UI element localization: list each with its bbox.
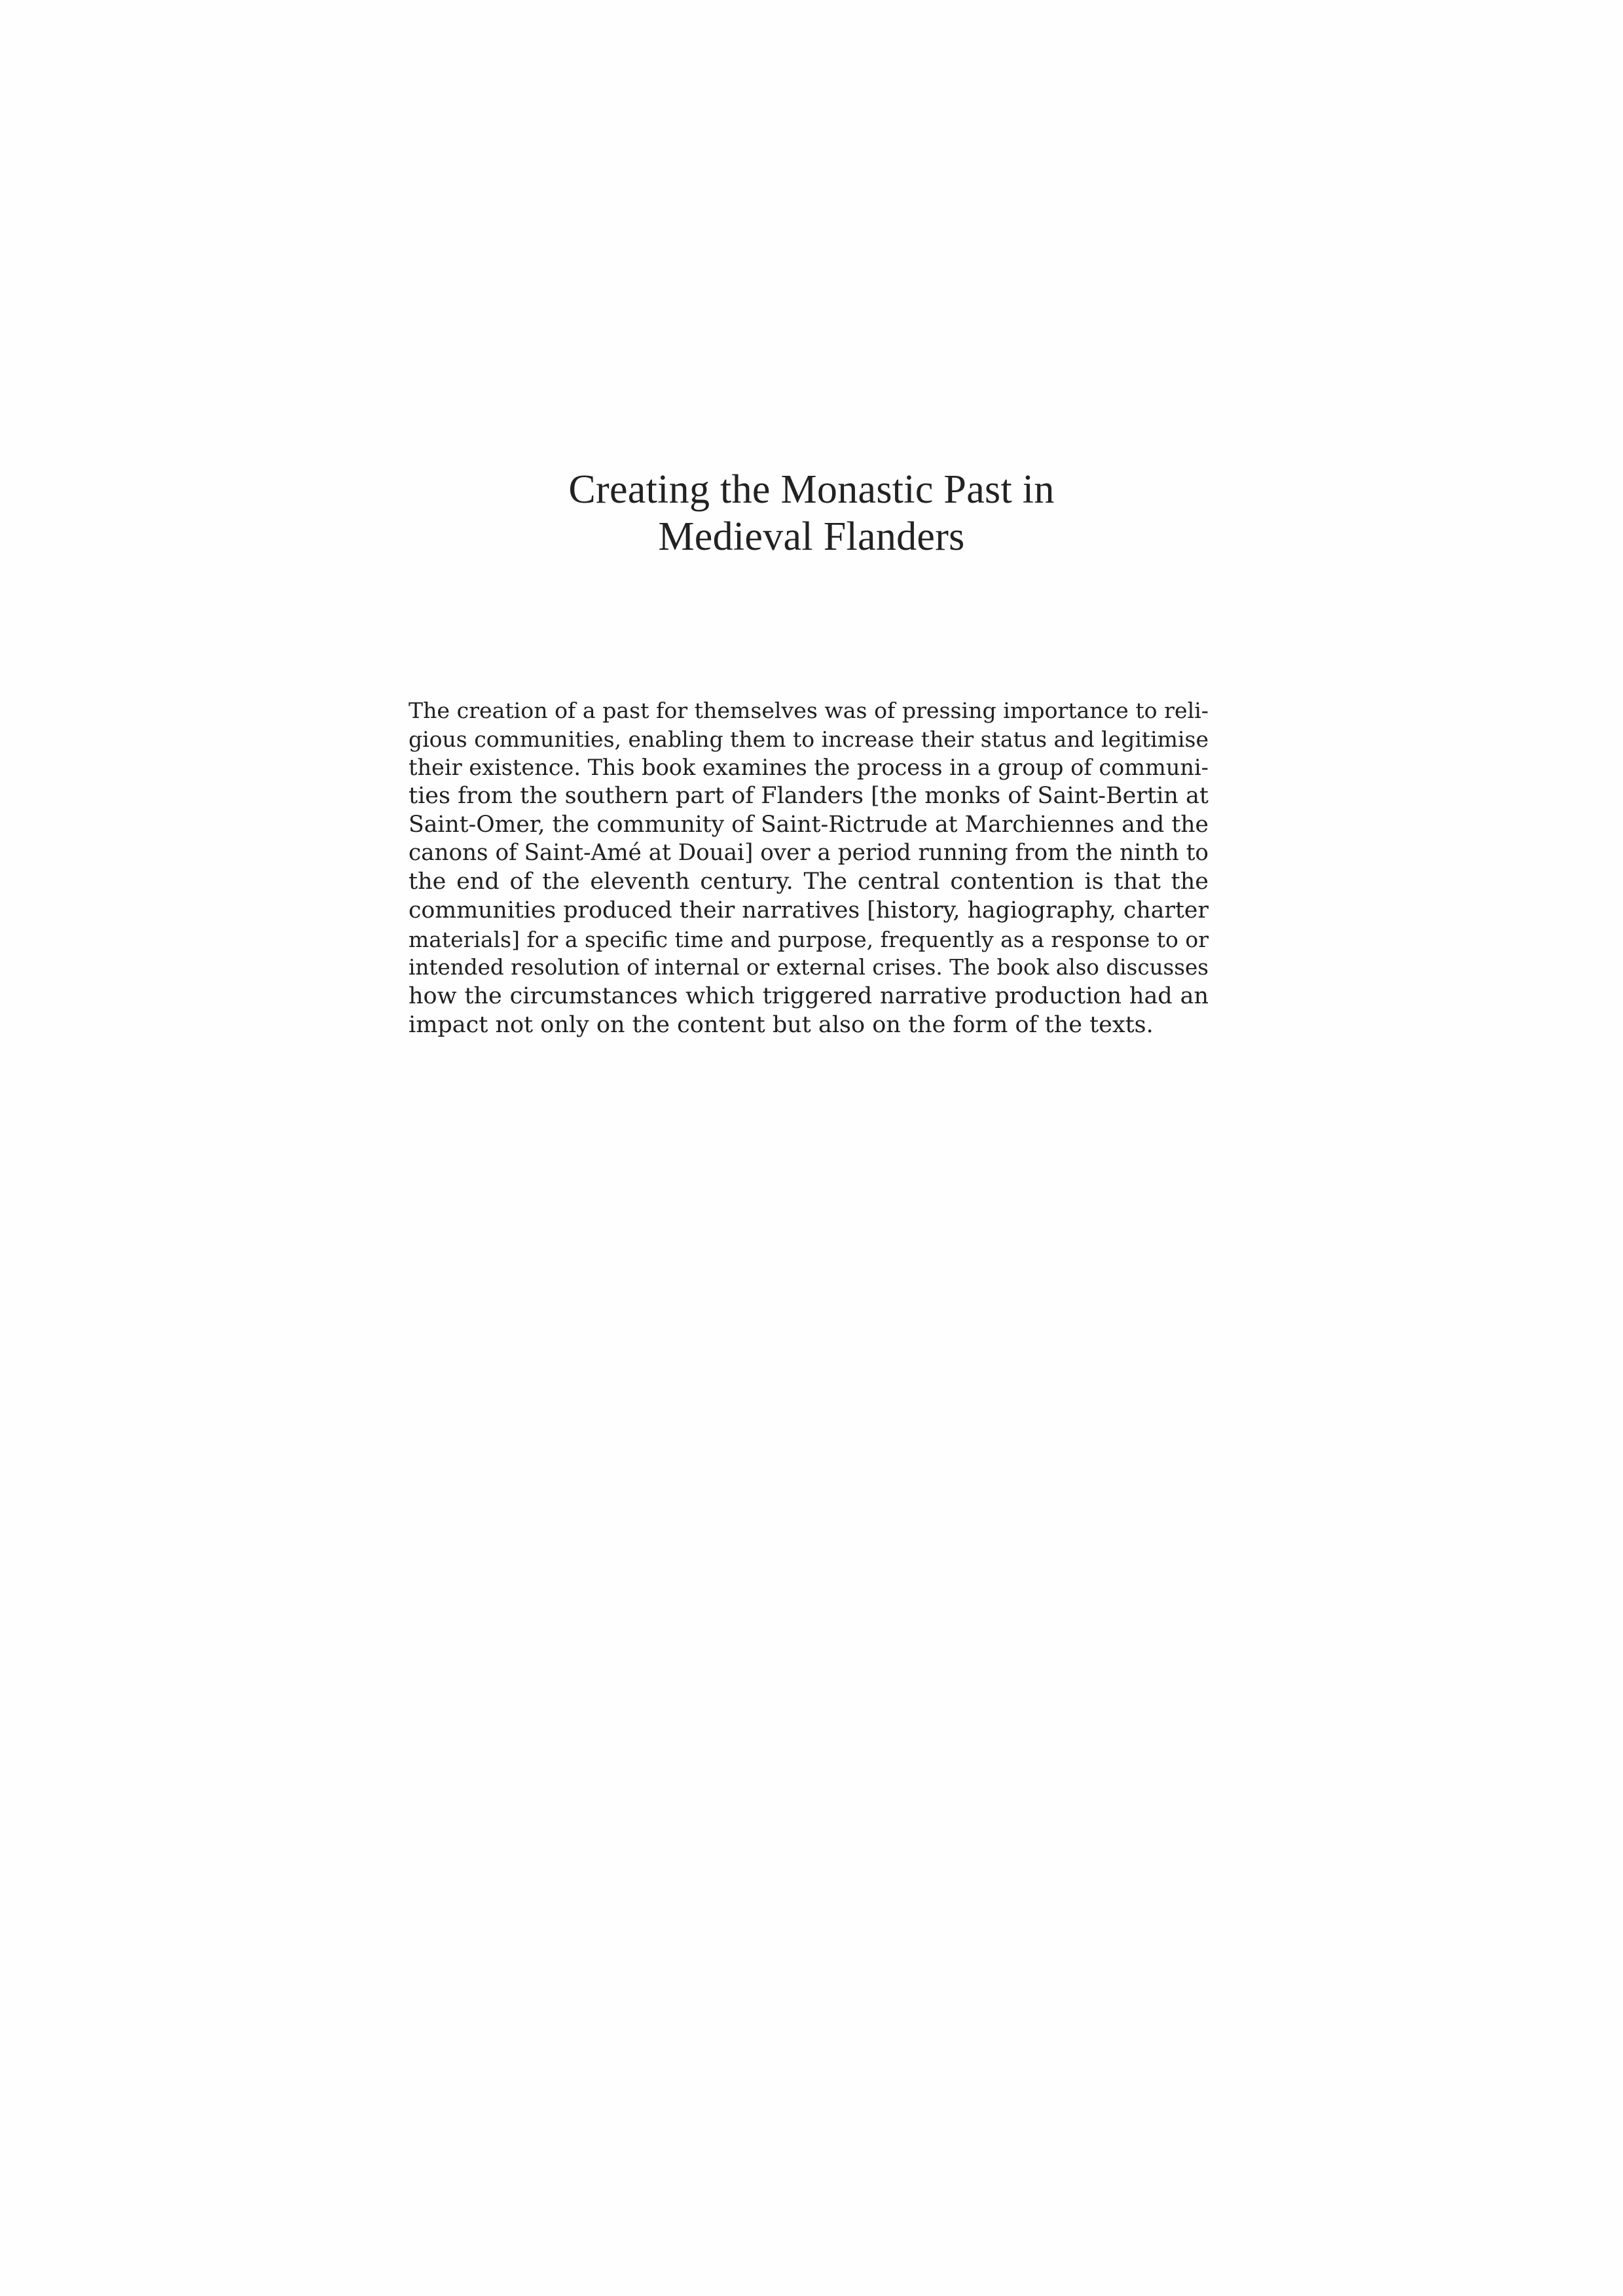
description-line: canons of Saint-Amé at Douai] over a period running from the ninth to [409,840,1209,867]
description-line: ties from the southern part of Flanders [the monks of Saint-Bertin at [409,783,1209,810]
description-line: gious communities, enabling them to increase their status and legitimise [409,726,1209,752]
description-line: The creation of a past for themselves was of pressing importance to reli- [409,698,1209,723]
description-line: impact not only on the content but also on the form of the texts. [409,1011,1154,1038]
book-title-line-2: Medieval Flanders [658,514,965,559]
description-line: communities produced their narratives [history, hagiography, charter [409,897,1209,924]
book-title [0,466,1623,560]
description-line: how the circumstances which triggered narrative production had an [409,982,1209,1009]
description-line: the end of the eleventh century. The central contention is that the [409,869,1209,895]
description-line: intended resolution of internal or external crises. The book also discusses [409,955,1209,980]
description-line: materials] for a specific time and purpose, frequently as a response to or [409,926,1209,952]
book-title-line-1: Creating the Monastic Past in [568,467,1055,512]
description-line: Saint-Omer, the community of Saint-Rictrude at Marchiennes and the [409,811,1209,838]
description-line: their existence. This book examines the process in a group of communi- [409,755,1209,781]
book-description [409,696,1209,1039]
